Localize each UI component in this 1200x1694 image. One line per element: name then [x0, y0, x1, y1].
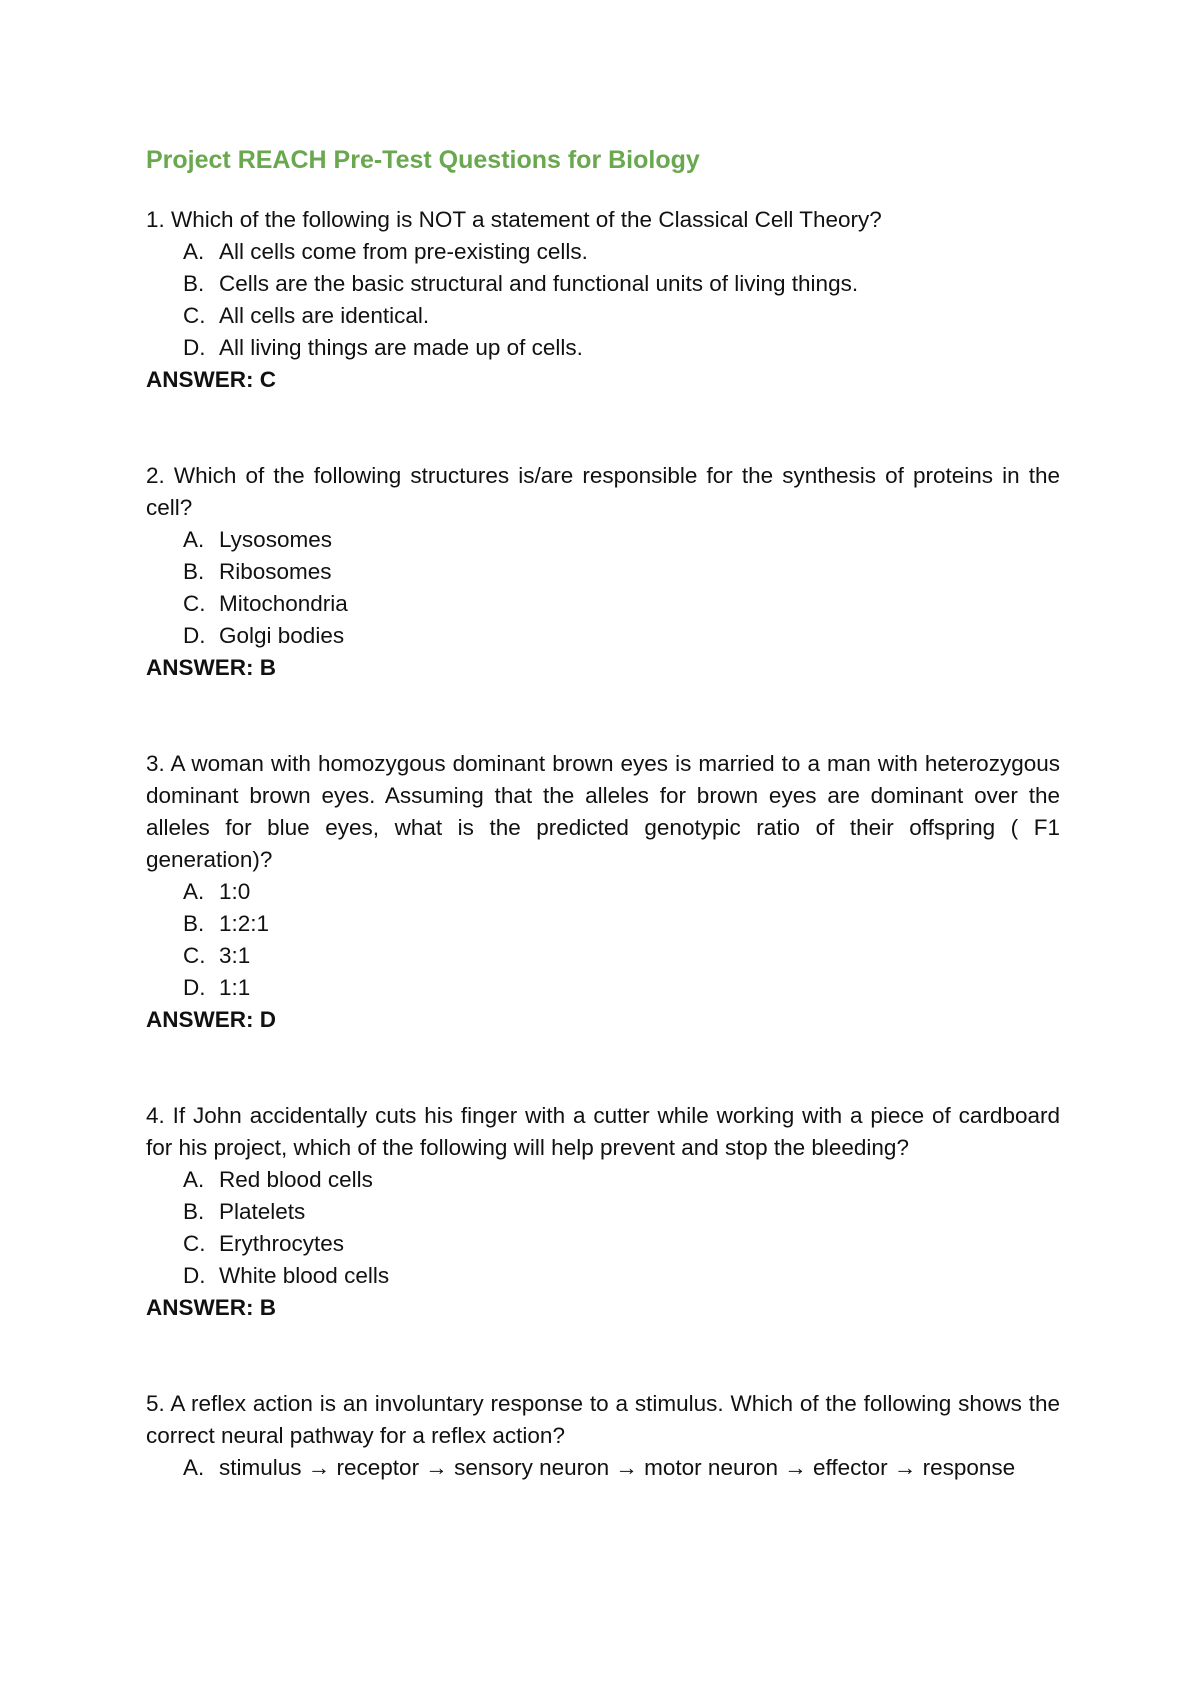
option-letter: C. [183, 943, 206, 968]
option-letter: A. [183, 527, 205, 552]
option-b [146, 1196, 1060, 1228]
option-letter: D. [183, 335, 206, 360]
option-b [146, 908, 1060, 940]
spacer [146, 396, 1060, 460]
option-text: Red blood cells [219, 1167, 373, 1192]
option-text: stimulus → receptor → sensory neuron → motor neuron → effector → response [219, 1455, 1016, 1480]
spacer [146, 1324, 1060, 1388]
option-d [146, 620, 1060, 652]
option-letter: D. [183, 975, 206, 1000]
option-text: Lysosomes [219, 527, 332, 552]
option-list [146, 1164, 1060, 1292]
spacer [146, 1036, 1060, 1100]
option-text: Platelets [219, 1199, 306, 1224]
option-letter: A. [183, 1167, 205, 1192]
option-letter: C. [183, 303, 206, 328]
option-a [146, 876, 1060, 908]
question-text: 2. Which of the following structures is/are responsible for the synthesis of proteins in the cell? [146, 463, 1060, 520]
spacer [146, 684, 1060, 748]
option-letter: D. [183, 623, 206, 648]
option-text: White blood cells [219, 1263, 390, 1288]
option-d [146, 1260, 1060, 1292]
option-list [146, 524, 1060, 652]
option-text: All living things are made up of cells. [219, 335, 583, 360]
option-list [146, 1452, 1060, 1484]
option-letter: B. [183, 911, 205, 936]
option-d [146, 972, 1060, 1004]
option-text: Ribosomes [219, 559, 332, 584]
option-list [146, 876, 1060, 1004]
question-1 [146, 204, 1060, 396]
option-letter: A. [183, 879, 205, 904]
option-d [146, 332, 1060, 364]
question-4 [146, 1100, 1060, 1324]
option-letter: A. [183, 1455, 205, 1480]
option-letter: C. [183, 591, 206, 616]
option-text: Golgi bodies [219, 623, 345, 648]
answer-label: ANSWER: B [146, 655, 276, 680]
option-c [146, 1228, 1060, 1260]
option-letter: A. [183, 239, 205, 264]
option-b [146, 556, 1060, 588]
option-c [146, 300, 1060, 332]
option-text: Mitochondria [219, 591, 348, 616]
document-title: Project REACH Pre-Test Questions for Biology [146, 146, 700, 174]
option-text: 1:2:1 [219, 911, 270, 936]
option-letter: B. [183, 1199, 205, 1224]
option-a [146, 524, 1060, 556]
option-letter: B. [183, 559, 205, 584]
question-text: 5. A reflex action is an involuntary response to a stimulus. Which of the following shows the correct neural pathway for a reflex action? [146, 1391, 1060, 1448]
option-b [146, 268, 1060, 300]
option-a [146, 236, 1060, 268]
question-text: 3. A woman with homozygous dominant brown eyes is married to a man with heterozygous dominant brown eyes. Assuming that the alleles for brown eyes are dominant over the alleles for blue eyes, what is the predicted genotypic ratio of their offspring ( F1 generation)? [146, 751, 1060, 872]
question-text: 4. If John accidentally cuts his finger with a cutter while working with a piece of cardboard for his project, which of the following will help prevent and stop the bleeding? [146, 1103, 1060, 1160]
option-text: Cells are the basic structural and functional units of living things. [219, 271, 859, 296]
question-5 [146, 1388, 1060, 1484]
option-letter: C. [183, 1231, 206, 1256]
option-text: Erythrocytes [219, 1231, 345, 1256]
answer-label: ANSWER: D [146, 1007, 276, 1032]
option-c [146, 588, 1060, 620]
option-text: All cells are identical. [219, 303, 430, 328]
option-text: All cells come from pre-existing cells. [219, 239, 588, 264]
option-letter: D. [183, 1263, 206, 1288]
option-text: 1:1 [219, 975, 251, 1000]
option-a [146, 1452, 1060, 1484]
option-text: 1:0 [219, 879, 251, 904]
option-list [146, 236, 1060, 364]
question-2 [146, 460, 1060, 684]
question-3 [146, 748, 1060, 1036]
option-text: 3:1 [219, 943, 251, 968]
option-c [146, 940, 1060, 972]
document-page [146, 138, 1060, 1484]
option-a [146, 1164, 1060, 1196]
answer-label: ANSWER: B [146, 1295, 276, 1320]
option-letter: B. [183, 271, 205, 296]
answer-label: ANSWER: C [146, 367, 276, 392]
question-text: 1. Which of the following is NOT a statement of the Classical Cell Theory? [146, 207, 882, 232]
